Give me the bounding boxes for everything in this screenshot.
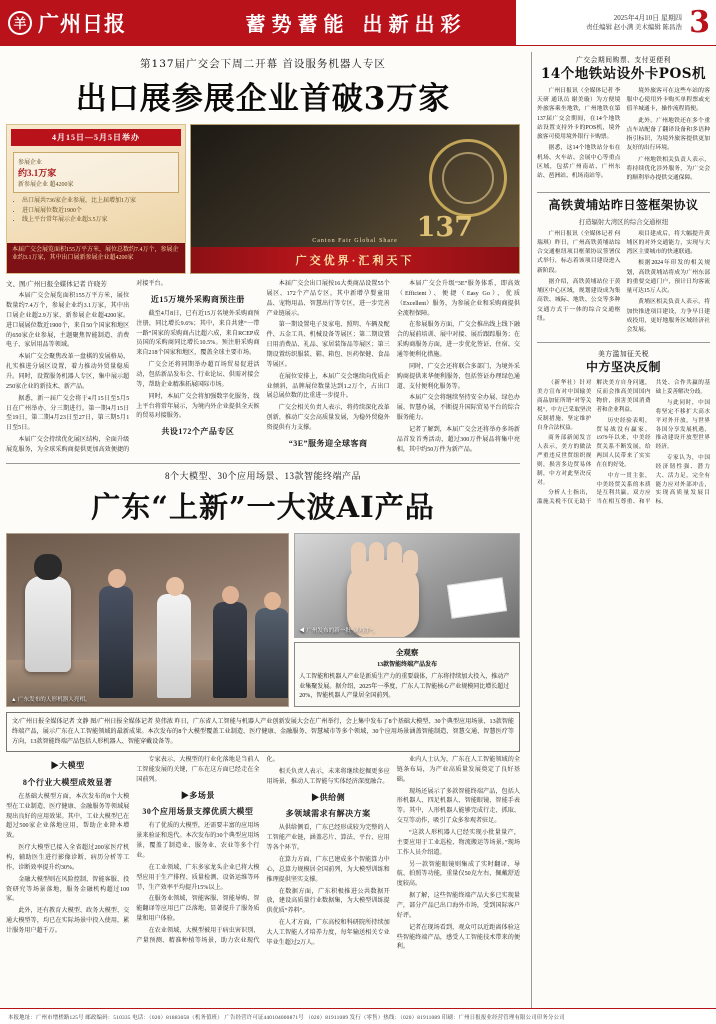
ai-photo-main [6, 533, 289, 707]
infographic-bullet: • 进口展展位数近1900个 [22, 207, 179, 217]
lead-paragraph: 本届广交会升级“3E”服务体系，即高效（Efficient）、便捷（Easy Go）、优质（Excellent）服务，为参展企业和采购商提供全流程保障。 [396, 281, 520, 317]
masthead-slogan-area [196, 0, 516, 45]
lead-kicker: 第137届广交会下周二开幕 首设服务机器人专区 [140, 58, 386, 70]
side-story-1-headline: 14个地铁站设外卡POS机 [541, 66, 706, 82]
paper-name: 广州日报 [38, 10, 126, 36]
side-story-1-body [537, 87, 710, 185]
ai-paragraph: 从供给侧看，广东已经形成较为完整的人工智能产业链，涵盖芯片、算法、平台、应用等各个环节。 [266, 825, 390, 852]
canton-fair-banner-sub: Canton Fair Global Share [312, 238, 398, 244]
side-paragraph: 历史经验表明，贸易战没有赢家。1979年以来，中美经贸关系不断发展，给两国人民带来了实实在在的好处。 [596, 417, 651, 468]
lead-inline-head-1: 共设172个产品专区 [161, 427, 235, 437]
ai-photo-hand [294, 533, 520, 639]
lead-paragraph: 据悉，新一届广交会将于4月15日至5月5日在广州举办，分三期进行。第一期4月15日至19日，第二期4月23日至27日，第三期5月1日至5日。 [6, 395, 130, 432]
ai-photo-side [294, 533, 520, 707]
page-footer [0, 1008, 716, 1024]
infographic-footer-note: 本届广交会展览面积155万平方米，展位总数约7.4万个，参展企业约3.1万家，其中出口展新参展企业超4200家 [7, 243, 185, 273]
infographic-stat-label: 参展企业 [18, 160, 43, 166]
ai-paragraph: 另一款智能眼镜则集成了实时翻译、导航、拍照等功能，重量仅50克左右，佩戴舒适度较高。 [396, 861, 520, 888]
side-paragraph: 境外旅客可在这些车站的客服中心使用外卡购买单程票或充值羊城通卡，操作流程简便。 [626, 87, 710, 113]
lead-infographic [6, 124, 520, 274]
footer-text: 本报地址：广州市增槎路125号 邮政编码：510335 电话：（020）81883058（机务值班） 广告经营许可证440104000871号 （020）81911089 发行（零售）热线：（020）81911089 印刷：广州日报报业经营管理有限公司印务分公司 [8, 1014, 565, 1021]
column-divider [531, 52, 532, 1008]
side-paragraph: （新华社）针对美方宣布对中国输美商品加征所谓“对等关税”，中方已采取坚决反制措施，坚定维护自身合法权益。 [536, 380, 592, 431]
ai-section-2-title: ▶多场景 [180, 790, 215, 800]
ai-side-note [294, 642, 520, 706]
ai-photo-hand-caption: ◀ 广州发布的新一批“灵巧手”。 [299, 628, 379, 635]
ai-side-note-title: 全观察 [395, 648, 419, 658]
canton-fair-banner-main: 广交优界·汇利天下 [191, 247, 519, 273]
person-figure [213, 602, 247, 698]
ai-paragraph: 记者在现场看到，观众可以近距离体验这些智能终端产品，感受人工智能技术带来的便利。 [396, 924, 520, 951]
ai-headline: 广东“上新”一大波AI产品 [91, 489, 435, 524]
side-paragraph: 广州日报讯（全媒体记者 李天研 通讯员 谢美璇）为方便境外旅客乘坐地铁，广州地铁在第137届广交会期间，在14个地铁站设置支持外卡的POS机，境外旅客可使用境外银行卡购票。 [536, 87, 621, 141]
side-divider-2 [537, 342, 710, 343]
side-story-3-headline: 中方坚决反制 [585, 360, 661, 375]
ai-section-2-sub: 30个应用场景支撑优质大模型 [142, 807, 254, 817]
infographic-stat-note: 新参展企业 超4200家 [18, 182, 74, 188]
lead-paragraph: 本届广交会将继续坚持安全办展、绿色办展、智慧办展，不断提升国际贸易平台的综合服务能力。 [396, 395, 520, 422]
side-column [537, 52, 710, 1008]
editor-credits: 责任编辑 赵小满 美术编辑 陈昌浩 [586, 23, 682, 31]
ai-paragraph: 在人才方面，广东高校和科研院所持续加大人工智能人才培养力度，每年输送相关专业毕业生超过2万人。 [266, 920, 390, 946]
story-divider [6, 463, 520, 464]
canton-fair-photo [190, 124, 520, 274]
infographic-bullet: • 线上平台常年展示企业超3.5万家 [22, 216, 179, 226]
ai-paragraph: 金融大模型则在风险控制、智能客服、投资研究等场景落地，服务金融机构超过100家。 [6, 876, 130, 903]
side-story-2-sub: 打造辐射大湾区的综合交通枢纽 [578, 218, 669, 226]
finger [369, 542, 384, 576]
side-story-2-headline: 高铁黄埔站昨日签框架协议 [548, 197, 699, 212]
ai-paragraph: 专家表示，大模型的行业化落地是当前人工智能发展的关键，广东在这方面已经走在全国前列。 [136, 756, 260, 783]
lead-inline-head-2: “3E”服务迎全球客商 [288, 438, 368, 448]
lead-subhead-1: 近15万境外采购商预注册 [150, 294, 245, 304]
person-figure [157, 594, 191, 698]
masthead-slogan: 蓄势蓄能 出新出彩 [245, 12, 467, 36]
lead-paragraph: 同时，广交会还将联合多部门，为境外采购商提供来华便利服务，包括签证办理绿色通道、支付便利化服务等。 [396, 363, 520, 390]
ai-paragraph: 在服务业领域，智能客服、智能导购、智能翻译等应用已广泛落地，显著提升了服务质量和用户体验。 [136, 896, 260, 923]
ai-paragraph: 在农业领域，大模型被用于病虫害识别、产量预测、精准种植等场景，助力农业现代化。 [136, 756, 279, 944]
lead-paragraph: 记者了解到，本届广交会还将举办多场新品首发首秀活动，超过300万件展品将集中亮相，其中约50万件为新产品。 [396, 427, 520, 453]
ai-byline: 文/广州日报全媒体记者 文静 图/广州日报全媒体记者 莫伟浓 [12, 718, 173, 725]
side-paragraph: 据介绍，高铁黄埔站位于黄埔区中心区域，规划建设成为集高铁、城际、地铁、公交等多种交通方式于一体的综合交通枢纽。 [536, 278, 621, 322]
side-story-2-body [537, 230, 710, 336]
canton-fair-emblem-icon [429, 139, 507, 217]
page-number: 3 [689, 4, 710, 40]
lead-paragraph: 第一期设置电子及家电、照明、车辆及配件、五金工具、机械设备等展区；第二期设置日用消费品、礼品、家居装饰品等展区；第三期设置纺织服装、鞋、箱包、医药保健、食品等展区。 [266, 322, 390, 368]
side-paragraph: 广州地铁相关负责人表示，将持续优化涉外服务，为广交会的顺利举办提供交通保障。 [626, 156, 710, 182]
lead-paragraph: 广交会还将同期举办超百场贸易促进活动，包括新品发布会、行业论坛、供需对接会等，帮助企业精准拓展国际市场。 [136, 362, 260, 388]
side-story-3-kicker: 美方滥加征关税 [597, 351, 650, 359]
ai-paragraph: 在工业领域，广东多家龙头企业已将大模型应用于生产排程、质量检测、设备运维等环节，生产效率平均提升15%以上。 [136, 864, 260, 891]
humanoid-robot-figure [25, 576, 71, 672]
infographic-date-title: 4月15日—5月5日举办 [11, 129, 181, 146]
ai-lead-text: 昨日，广东省人工智能与机器人产业创新发展大会在广州举行，会上集中发布了8个基础大模型、30个典型应用场景、13款智能终端产品，展示广东在人工智能领域的最新成果。本次发布的8个大模型覆盖工业制造、医疗健康、金融服务、智慧城市等多个领域，30个应用场景涵盖智能制造、智慧交通、智慧医疗等方向，13款智能终端产品包括人形机器人、智能穿戴设备等。 [12, 718, 514, 745]
side-paragraph: 据悉，这14个地铁站分布在机场、火车站、会展中心等重点区域，包括广州南站、广州东站、琶洲站、机场南站等。 [536, 145, 621, 180]
lead-paragraph: 截至4月8日，已有近15万名境外采购商预注册，同比增长9.6%；其中，来自共建“一带一路”国家的采购商占比超六成，来自RCEP成员国的采购商同比增长10.5%。预注册采购商来自218个国家和地区，覆盖全球主要市场。 [136, 310, 260, 357]
ai-section-3-sub: 多领域需求有解决方案 [285, 809, 371, 819]
ai-paragraph: 现场还展示了多款智能终端产品，包括人形机器人、四足机器人、智能眼镜、智能手表等。其中，人形机器人能够完成行走、抓取、交互等动作，吸引了众多参观者驻足。 [396, 788, 520, 825]
lead-paragraph: 本届广交会持续优化展区结构，全面升级展览服务，为全球采购商提供更加高效便捷的对接平台。 [6, 281, 167, 453]
side-divider-1 [537, 192, 710, 193]
lead-paragraph: 在参展服务方面，广交会推出线上线下融合的展前培训、展中对接、展后跟踪服务；在采购商服务方面，进一步优化签证、住宿、交通等便利化措施。 [396, 322, 520, 359]
ai-paragraph: 此外，还有教育大模型、政务大模型、交通大模型等，均已在实际场景中投入使用，累计服务用户超千万。 [6, 908, 130, 935]
logo-emblem-icon: 羊 [8, 11, 32, 35]
lead-body-top [6, 280, 520, 456]
lead-paragraph: 本届广交会展览面积155万平方米，展位数量约7.4万个，参展企业约3.1万家，其中出口展企业超2.9万家，新参展企业超4200家。进口展展位数近1900个，来自50个国家和地区的650家企业参展，主题聚焦智能制造、消费电子、家居用品等领域。 [6, 293, 130, 349]
person-figure [99, 586, 133, 698]
side-paragraph: 黄埔区相关负责人表示，将加快推进项目建设，力争早日建成投用，更好地服务区域经济社会发展。 [626, 299, 710, 334]
ai-lead-box [6, 712, 520, 752]
side-paragraph: 此外，广州地铁还在多个重点车站配备了翻译设备和多语种指引标识，为境外旅客提供更加友好的出行环境。 [626, 117, 710, 152]
side-paragraph: 专家认为，中国经济韧性强、潜力大、活力足，完全有能力应对外部冲击，实现高质量发展目标。 [655, 455, 710, 506]
page-body [0, 46, 716, 1008]
ai-body [6, 756, 520, 953]
lead-headline: 出口展参展企业首破3万家 [75, 81, 451, 117]
finger [351, 542, 366, 576]
infographic-bullets [13, 197, 179, 226]
finger [387, 542, 402, 576]
side-paragraph: 商务部新闻发言人表示，美方的做法严重违反世贸组织规则，损害多边贸易体制，中方对此坚决反对。 [536, 435, 592, 486]
ai-side-note-text: 人工智能和机器人产业是新质生产力的重要载体，广东将持续加大投入，推动产业集聚发展。据介绍，2025年一季度，广东人工智能核心产业规模同比增长超过20%，智能机器人产量居全国前列。 [299, 674, 510, 700]
ai-side-note-sub: 13款智能终端产品发布 [377, 662, 438, 669]
infographic-stats-panel [6, 124, 186, 274]
ai-section-1-sub: 8个行业大模型成效显著 [22, 777, 113, 787]
ai-paragraph: 有了优质的大模型，还需要丰富的应用场景来验证和迭代。本次发布的30个典型应用场景，覆盖了制造业、服务业、农业等多个行业。 [136, 823, 260, 860]
ai-paragraph: 据了解，这些智能终端产品大多已实现量产，部分产品已出口海外市场，受到国际客户好评。 [396, 893, 520, 919]
edition-number: 137 [416, 212, 473, 243]
ai-photo-row [6, 533, 520, 707]
infographic-stat [13, 152, 179, 193]
lead-paragraph: 本届广交会聚焦改革一盘棋的发展格局，扎实推进分展区设置，着力推动外贸量稳质升。同时，设置服务机器人专区，集中展示超250家企业的新技术、新产品。 [6, 354, 130, 390]
lead-byline: 文、图/广州日报全媒体记者 许晓芳 [6, 281, 107, 288]
side-paragraph: 与此同时，中国将坚定不移扩大高水平对外开放，与世界各国分享发展机遇，推动建设开放型世界经济。 [655, 400, 710, 451]
paper-logo [0, 0, 196, 45]
ai-photo-main-caption: ▲ 广东发布的人形机器人亮相。 [11, 696, 91, 703]
finger [403, 550, 418, 576]
masthead [0, 0, 716, 46]
side-paragraph: 根据2024年印发的相关规划，高铁黄埔站将成为广州东部的重要交通门户，预计日均客流量可达15万人次。 [626, 260, 710, 295]
held-card [447, 578, 507, 619]
ai-paragraph: 在基础大模型方面，本次发布的8个大模型在工业制造、医疗健康、金融服务等领域展现出良好的应用效果。其中，工业大模型已在超过500家企业落地应用，帮助企业降本增效。 [6, 793, 130, 840]
masthead-meta [516, 0, 716, 45]
infographic-bullet: • 出口展共736家企业参展，比上届增加1万家 [22, 197, 179, 207]
ai-kicker: 8个大模型、30个应用场景、13款智能终端产品 [164, 470, 361, 481]
main-column [6, 52, 526, 1008]
ai-section-1-title: ▶大模型 [50, 760, 85, 770]
side-story-1-kicker: 广交会期间购票、支付更便利 [576, 57, 671, 64]
ai-paragraph: 相关负责人表示，未来将继续挖掘更多应用场景，推动人工智能与实体经济深度融合。 [266, 768, 390, 785]
ai-paragraph: “这款人形机器人已经实现小批量量产，主要应用于工业巡检、物流搬运等场景。”现场工作人员介绍道。 [396, 829, 520, 856]
side-paragraph: 分析人士指出，滥施关税不仅无助于解决美方自身问题，反而会推高美国国内物价，损害美国消费者和企业利益。 [536, 380, 651, 506]
lead-paragraph: 同时，本届广交会将加强数字化服务，线上平台将常年展示，为境内外企业提供全天候的贸易对接服务。 [136, 393, 260, 420]
ai-paragraph: 在数据方面，广东积极推进公共数据开放，建设高质量行业数据集，为大模型训练提供优质“养料”。 [266, 888, 390, 915]
ai-paragraph: 业内人士认为，广东在人工智能领域的全链条布局，为产业高质量发展奠定了良好基础。 [396, 756, 520, 783]
ai-paragraph: 医疗大模型已接入全省超过200家医疗机构，辅助医生进行影像诊断、病历分析等工作，诊断效率提升约30%。 [6, 845, 130, 871]
ai-paragraph: 在算力方面，广东已建成多个智能算力中心，总算力规模居全国前列，为大模型训练和推理提供坚实支撑。 [266, 857, 390, 883]
side-story-3-body [537, 379, 710, 507]
infographic-stat-value: 约3.1万家 [18, 168, 57, 178]
person-figure [255, 608, 289, 698]
lead-paragraph: 在展位安排上，本届广交会继续向优质企业倾斜，品牌展位数量达到1.2万个，占出口展总展位数的比重进一步提升。 [266, 373, 390, 400]
lead-paragraph: 广交会相关负责人表示，将持续深化改革创新，推动广交会高质量发展，为稳外贸稳外资提供有力支撑。 [266, 405, 390, 432]
publication-date: 2025年4月10日 星期四 [613, 13, 682, 22]
side-paragraph: 中方一贯主张，中美经贸关系的本质是互利共赢。双方应当在相互尊重、和平共处、合作共赢的基础上妥善解决分歧。 [596, 380, 710, 506]
ai-section-3-title: ▶供给侧 [311, 792, 346, 802]
side-paragraph: 项目建成后，将大幅提升黄埔区的对外交通能力，实现与大湾区主要城市的快速联通。 [626, 230, 710, 256]
lead-paragraph: 本届广交会出口展按16大类商品设置55个展区、172个产品专区，其中新增孕婴童用品、宠物用品、智慧出行等专区，进一步完善产业链展示。 [266, 281, 390, 317]
side-paragraph: 广州日报讯（全媒体记者 何瑞琪）昨日，广州高铁黄埔站综合交通枢纽项目框架协议签署仪式举行，标志着该项目建设进入新阶段。 [536, 230, 621, 274]
